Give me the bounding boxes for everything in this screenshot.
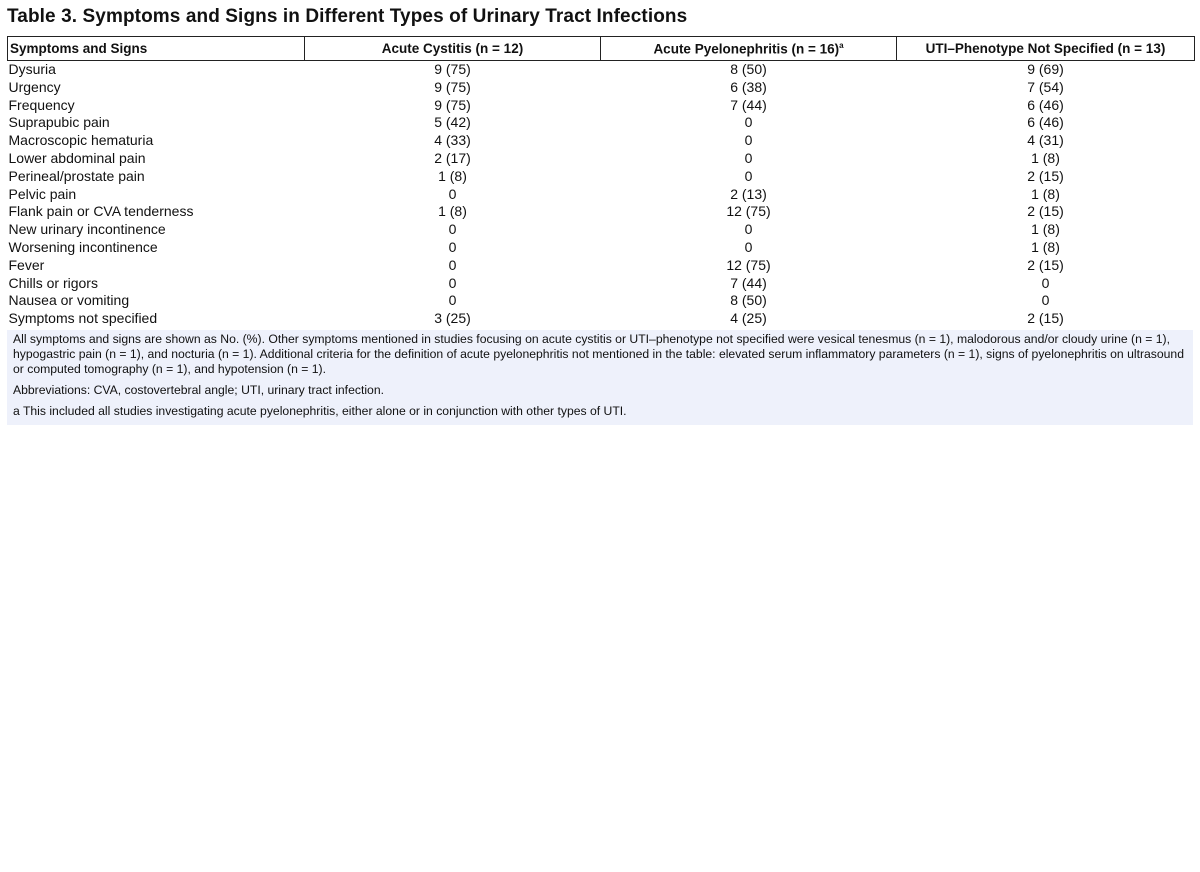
table-notes: [7, 330, 1193, 425]
table-cell: 1 (8): [1031, 185, 1060, 202]
table-cell: 2 (17): [434, 149, 471, 166]
table-cell: 0: [744, 238, 753, 255]
row-label: Worsening incontinence: [8, 238, 158, 255]
table-row: [8, 292, 1195, 310]
row-label: Frequency: [8, 96, 75, 113]
row-label: Macroscopic hematuria: [8, 132, 154, 149]
row-label: Nausea or vomiting: [8, 292, 130, 309]
header-acute-cystitis: Acute Cystitis (n = 12): [305, 37, 601, 61]
table-row: [8, 61, 1195, 79]
table-row: [8, 186, 1195, 204]
table-cell: 0: [448, 238, 457, 255]
table-row: [8, 79, 1195, 97]
table-cell: 9 (75): [434, 78, 471, 95]
row-label: Perineal/prostate pain: [8, 167, 145, 184]
header-symptoms-and-signs: Symptoms and Signs: [8, 37, 305, 61]
symptoms-table: [7, 36, 1195, 328]
table-cell: 7 (44): [730, 274, 767, 291]
row-label: Fever: [8, 256, 45, 273]
table-row: [8, 132, 1195, 150]
table-cell: 6 (46): [1027, 96, 1064, 113]
row-label: Urgency: [8, 78, 61, 95]
row-label: Flank pain or CVA tenderness: [8, 203, 194, 220]
table-cell: 0: [448, 185, 457, 202]
table-cell: 1 (8): [438, 167, 467, 184]
table-cell: 1 (8): [1031, 238, 1060, 255]
table-cell: 5 (42): [434, 114, 471, 131]
table-title: Table 3. Symptoms and Signs in Different Types of Urinary Tract Infections: [7, 6, 688, 27]
row-label: Symptoms not specified: [8, 310, 158, 327]
table-cell: 6 (38): [730, 78, 767, 95]
header-acute-pyelonephritis-label: Acute Pyelonephritis (n = 16): [653, 41, 840, 57]
table-cell: 1 (8): [438, 203, 467, 220]
table-cell: 0: [744, 149, 753, 166]
table-cell: 1 (8): [1031, 221, 1060, 238]
table-cell: 8 (50): [730, 292, 767, 309]
table-row: [8, 203, 1195, 221]
table-cell: 9 (69): [1027, 61, 1064, 77]
footnote-marker: a: [839, 40, 844, 50]
footnote-a: a This included all studies investigating acute pyelonephritis, either alone or in conjunction with other types of UTI.: [13, 404, 627, 418]
table-cell: 2 (15): [1027, 203, 1064, 220]
table-cell: 0: [1041, 292, 1050, 309]
table-cell: 2 (13): [730, 185, 767, 202]
general-note: All symptoms and signs are shown as No. (%). Other symptoms mentioned in studies focusing on acute cystitis or UTI–phenotype not specified were vesical tenesmus (n = 1), malodorous and/or cloudy urine (n = 1), hypogastric pain (n = 1), and nocturia (n = 1). Additional criteria for the definition of acute pyelonephritis not mentioned in the table: elevated serum inflammatory parameters (n = 1), signs of pyelonephritis on ultrasound or computed tomography (n = 1), and hypotension (n = 1).: [13, 332, 1184, 376]
table-row: [8, 257, 1195, 275]
table-row: [8, 239, 1195, 257]
table-cell: 4 (33): [434, 132, 471, 149]
table-cell: 7 (44): [730, 96, 767, 113]
row-label: Suprapubic pain: [8, 114, 110, 131]
table-cell: 6 (46): [1027, 114, 1064, 131]
table-cell: 0: [744, 114, 753, 131]
table-body: [8, 61, 1195, 328]
table-cell: 9 (75): [434, 61, 471, 77]
table-cell: 0: [448, 256, 457, 273]
table-row: [8, 97, 1195, 115]
header-acute-pyelonephritis: [601, 37, 897, 61]
table-cell: 4 (31): [1027, 132, 1064, 149]
header-uti-phenotype-not-specified: UTI–Phenotype Not Specified (n = 13): [897, 37, 1195, 61]
table-cell: 9 (75): [434, 96, 471, 113]
table-cell: 12 (75): [726, 256, 771, 273]
table-cell: 0: [448, 274, 457, 291]
table-row: [8, 150, 1195, 168]
row-label: Lower abdominal pain: [8, 149, 146, 166]
table-header-row: [8, 37, 1195, 61]
table-row: [8, 114, 1195, 132]
table-row: [8, 221, 1195, 239]
abbreviations-note: Abbreviations: CVA, costovertebral angle; UTI, urinary tract infection.: [13, 383, 384, 397]
row-label: Chills or rigors: [8, 274, 98, 291]
row-label: Pelvic pain: [8, 185, 77, 202]
table-cell: 0: [744, 221, 753, 238]
row-label: Dysuria: [8, 61, 56, 77]
table-cell: 12 (75): [726, 203, 771, 220]
table-cell: 0: [448, 292, 457, 309]
table-cell: 0: [448, 221, 457, 238]
table-cell: 2 (15): [1027, 310, 1064, 327]
table-cell: 8 (50): [730, 61, 767, 77]
table-cell: 2 (15): [1027, 256, 1064, 273]
table-cell: 4 (25): [730, 310, 767, 327]
table-cell: 1 (8): [1031, 149, 1060, 166]
table-cell: 0: [744, 167, 753, 184]
table-cell: 2 (15): [1027, 167, 1064, 184]
table-row: [8, 168, 1195, 186]
table-cell: 3 (25): [434, 310, 471, 327]
row-label: New urinary incontinence: [8, 221, 166, 238]
table-row: [8, 275, 1195, 293]
table-cell: 0: [1041, 274, 1050, 291]
table-row: [8, 310, 1195, 328]
table-cell: 0: [744, 132, 753, 149]
table-cell: 7 (54): [1027, 78, 1064, 95]
